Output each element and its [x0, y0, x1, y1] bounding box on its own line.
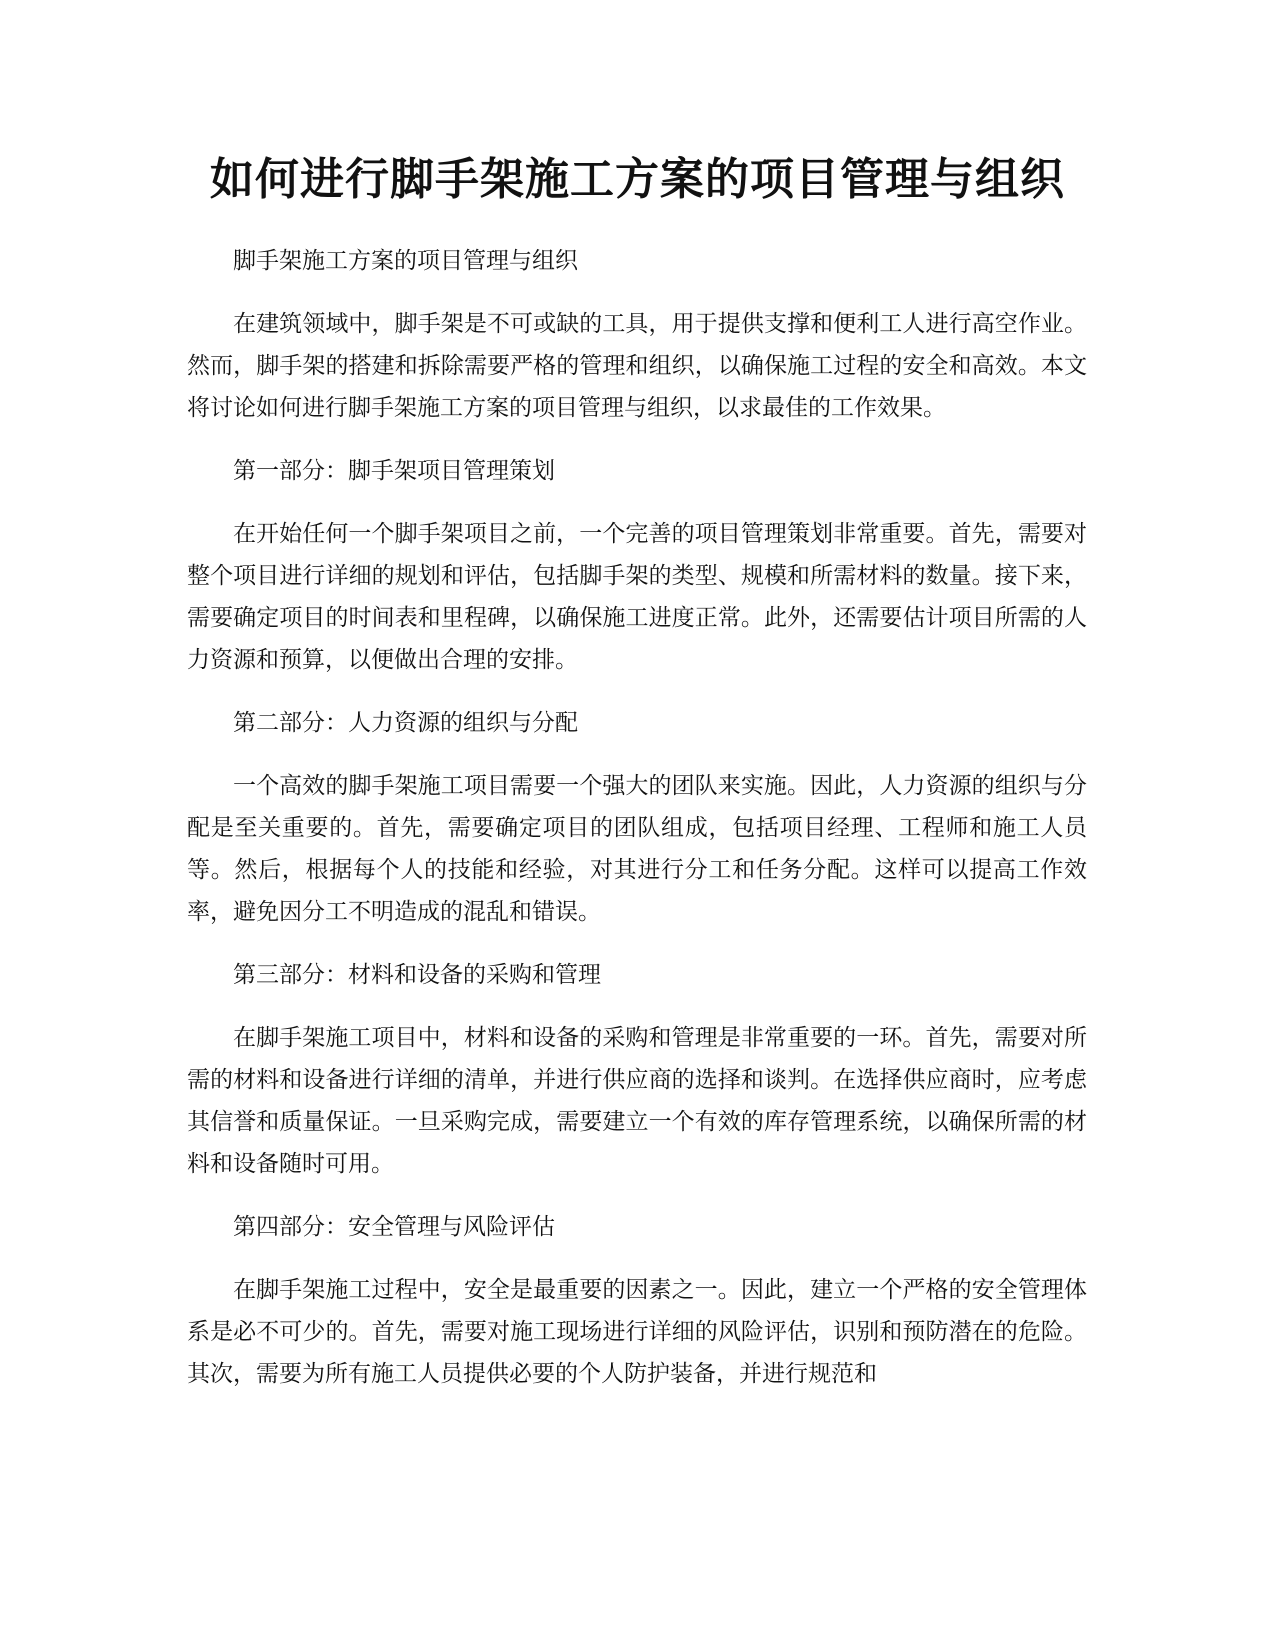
section-2-heading: 第二部分：人力资源的组织与分配 [233, 710, 578, 736]
document-body [187, 240, 1087, 1416]
section-4-body: 在脚手架施工过程中，安全是最重要的因素之一。因此，建立一个严格的安全管理体系是必不可少的。首先，需要对施工现场进行详细的风险评估，识别和预防潜在的危险。其次，需要为所有施工人员提供必要的个人防护装备，并进行规范和 [187, 1277, 1087, 1387]
document-title: 如何进行脚手架施工方案的项目管理与组织 [210, 154, 1065, 205]
section-4-heading: 第四部分：安全管理与风险评估 [233, 1214, 555, 1240]
section-1-body: 在开始任何一个脚手架项目之前，一个完善的项目管理策划非常重要。首先，需要对整个项目进行详细的规划和评估，包括脚手架的类型、规模和所需材料的数量。接下来，需要确定项目的时间表和里程碑，以确保施工进度正常。此外，还需要估计项目所需的人力资源和预算，以便做出合理的安排。 [187, 521, 1087, 673]
section-1-heading: 第一部分：脚手架项目管理策划 [233, 458, 555, 484]
section-3-heading: 第三部分：材料和设备的采购和管理 [233, 962, 601, 988]
document-subtitle: 脚手架施工方案的项目管理与组织 [233, 248, 578, 274]
intro-paragraph: 在建筑领域中，脚手架是不可或缺的工具，用于提供支撑和便利工人进行高空作业。然而，脚手架的搭建和拆除需要严格的管理和组织，以确保施工过程的安全和高效。本文将讨论如何进行脚手架施工方案的项目管理与组织，以求最佳的工作效果。 [187, 311, 1087, 421]
section-3-body: 在脚手架施工项目中，材料和设备的采购和管理是非常重要的一环。首先，需要对所需的材料和设备进行详细的清单，并进行供应商的选择和谈判。在选择供应商时，应考虑其信誉和质量保证。一旦采购完成，需要建立一个有效的库存管理系统，以确保所需的材料和设备随时可用。 [187, 1025, 1087, 1177]
section-2-body: 一个高效的脚手架施工项目需要一个强大的团队来实施。因此，人力资源的组织与分配是至关重要的。首先，需要确定项目的团队组成，包括项目经理、工程师和施工人员等。然后，根据每个人的技能和经验，对其进行分工和任务分配。这样可以提高工作效率，避免因分工不明造成的混乱和错误。 [187, 773, 1087, 925]
